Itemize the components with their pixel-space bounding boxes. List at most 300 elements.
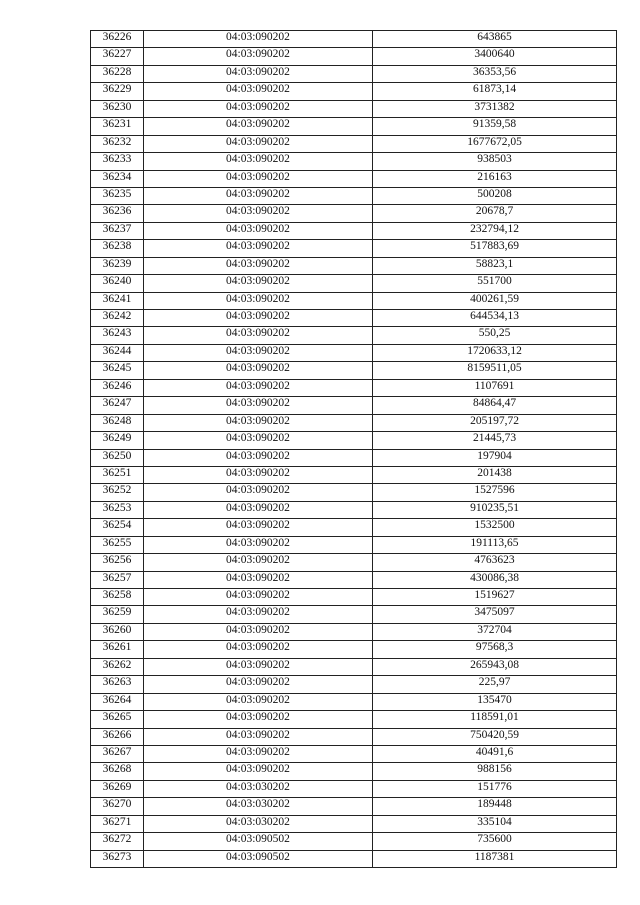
- row-id-text: 36272: [102, 833, 132, 846]
- row-amount-text: 500208: [477, 187, 512, 200]
- table-row: [91, 344, 617, 361]
- row-amount-text: 400261,59: [470, 292, 519, 305]
- row-code-text: 04:03:090202: [226, 623, 290, 636]
- row-amount-cell: [373, 327, 617, 344]
- row-id-text: 36238: [102, 240, 132, 253]
- row-code-text: 04:03:090202: [226, 658, 290, 671]
- table-row: [91, 728, 617, 745]
- table-row: [91, 222, 617, 239]
- row-amount-cell: [373, 745, 617, 762]
- row-id-cell: [91, 833, 144, 850]
- row-id-text: 36264: [102, 693, 132, 706]
- row-amount-cell: [373, 728, 617, 745]
- row-amount-text: 21445,73: [472, 432, 517, 445]
- row-id-text: 36242: [102, 310, 132, 322]
- table-row: [91, 83, 617, 100]
- row-id-cell: [91, 728, 144, 745]
- row-amount-text: 225,97: [478, 676, 511, 689]
- row-id-text: 36262: [102, 658, 132, 671]
- row-id-cell: [91, 65, 144, 82]
- row-code-text: 04:03:090202: [226, 153, 290, 166]
- row-amount-text: 1527596: [474, 484, 515, 497]
- row-amount-text: 551700: [477, 275, 512, 288]
- row-id-text: 36237: [102, 222, 132, 235]
- row-code-cell: [144, 501, 373, 518]
- table-row: [91, 554, 617, 571]
- row-amount-text: 1107691: [474, 379, 515, 392]
- row-code-cell: [144, 362, 373, 379]
- row-code-cell: [144, 536, 373, 553]
- row-id-cell: [91, 519, 144, 536]
- row-code-text: 04:03:090202: [226, 362, 290, 375]
- row-code-cell: [144, 397, 373, 414]
- row-id-cell: [91, 466, 144, 483]
- row-id-cell: [91, 257, 144, 274]
- row-amount-cell: [373, 554, 617, 571]
- row-amount-cell: [373, 31, 617, 48]
- row-id-cell: [91, 414, 144, 431]
- table-row: [91, 362, 617, 379]
- row-code-text: 04:03:090202: [226, 48, 290, 61]
- row-id-cell: [91, 606, 144, 623]
- row-id-cell: [91, 187, 144, 204]
- row-amount-cell: [373, 379, 617, 396]
- row-id-cell: [91, 711, 144, 728]
- table-row: [91, 257, 617, 274]
- row-id-text: 36252: [102, 484, 132, 497]
- row-amount-text: 91359,58: [472, 118, 517, 131]
- row-amount-text: 938503: [477, 153, 512, 166]
- table-row: [91, 833, 617, 850]
- row-code-cell: [144, 48, 373, 65]
- row-amount-cell: [373, 310, 617, 327]
- row-amount-text: 430086,38: [470, 571, 519, 584]
- row-code-cell: [144, 658, 373, 675]
- row-code-cell: [144, 711, 373, 728]
- row-code-cell: [144, 641, 373, 658]
- row-id-text: 36244: [102, 344, 132, 357]
- row-id-cell: [91, 780, 144, 797]
- row-code-cell: [144, 484, 373, 501]
- row-code-text: 04:03:090202: [226, 135, 290, 148]
- table-row: [91, 153, 617, 170]
- row-code-text: 04:03:090202: [226, 763, 290, 776]
- row-id-cell: [91, 240, 144, 257]
- row-amount-cell: [373, 414, 617, 431]
- row-id-cell: [91, 676, 144, 693]
- row-id-text: 36266: [102, 728, 132, 741]
- row-id-cell: [91, 658, 144, 675]
- row-code-text: 04:03:090202: [226, 466, 290, 479]
- row-id-text: 36236: [102, 205, 132, 218]
- row-amount-cell: [373, 65, 617, 82]
- row-code-cell: [144, 135, 373, 152]
- row-id-cell: [91, 310, 144, 327]
- row-amount-text: 644534,13: [470, 310, 519, 322]
- row-code-cell: [144, 187, 373, 204]
- row-code-cell: [144, 379, 373, 396]
- row-code-text: 04:03:090202: [226, 31, 290, 43]
- row-id-text: 36241: [102, 292, 132, 305]
- row-code-text: 04:03:090202: [226, 205, 290, 218]
- row-id-cell: [91, 850, 144, 867]
- row-amount-text: 517883,69: [470, 240, 519, 253]
- row-amount-text: 4763623: [474, 554, 515, 567]
- row-code-text: 04:03:090202: [226, 65, 290, 78]
- row-id-cell: [91, 153, 144, 170]
- row-code-text: 04:03:090202: [226, 327, 290, 340]
- row-code-cell: [144, 745, 373, 762]
- row-code-cell: [144, 815, 373, 832]
- row-code-cell: [144, 205, 373, 222]
- row-id-text: 36245: [102, 362, 132, 375]
- row-id-text: 36265: [102, 711, 132, 724]
- row-code-cell: [144, 414, 373, 431]
- table-row: [91, 589, 617, 606]
- row-id-cell: [91, 48, 144, 65]
- row-id-cell: [91, 554, 144, 571]
- row-code-cell: [144, 31, 373, 48]
- table-row: [91, 100, 617, 117]
- row-code-cell: [144, 850, 373, 867]
- row-amount-text: 1519627: [474, 589, 515, 601]
- row-amount-cell: [373, 780, 617, 797]
- row-id-cell: [91, 536, 144, 553]
- row-code-text: 04:03:090202: [226, 344, 290, 357]
- table-row: [91, 815, 617, 832]
- row-id-text: 36260: [102, 623, 132, 636]
- table-row: [91, 31, 617, 48]
- row-id-text: 36257: [102, 571, 132, 584]
- table-row: [91, 484, 617, 501]
- row-id-text: 36261: [102, 641, 132, 654]
- row-amount-cell: [373, 432, 617, 449]
- row-code-text: 04:03:090202: [226, 187, 290, 200]
- row-code-cell: [144, 153, 373, 170]
- row-id-cell: [91, 589, 144, 606]
- row-amount-text: 151776: [477, 780, 512, 793]
- row-amount-text: 205197,72: [470, 414, 519, 427]
- row-code-cell: [144, 519, 373, 536]
- row-amount-cell: [373, 798, 617, 815]
- row-amount-cell: [373, 118, 617, 135]
- row-code-text: 04:03:090202: [226, 745, 290, 758]
- row-id-text: 36229: [102, 83, 132, 96]
- row-code-text: 04:03:090202: [226, 379, 290, 392]
- row-id-text: 36228: [102, 65, 132, 78]
- row-code-cell: [144, 763, 373, 780]
- table-row: [91, 118, 617, 135]
- table-row: [91, 432, 617, 449]
- row-code-cell: [144, 292, 373, 309]
- row-code-text: 04:03:090202: [226, 83, 290, 96]
- row-id-text: 36253: [102, 501, 132, 514]
- row-id-text: 36246: [102, 379, 132, 392]
- table-row: [91, 275, 617, 292]
- row-amount-text: 84864,47: [472, 397, 517, 410]
- row-code-text: 04:03:090202: [226, 414, 290, 427]
- row-code-cell: [144, 275, 373, 292]
- row-code-cell: [144, 780, 373, 797]
- row-amount-text: 20678,7: [475, 205, 514, 218]
- row-code-text: 04:03:090202: [226, 519, 290, 532]
- row-code-cell: [144, 676, 373, 693]
- row-code-cell: [144, 327, 373, 344]
- row-code-text: 04:03:030202: [226, 798, 290, 811]
- row-code-text: 04:03:090202: [226, 501, 290, 514]
- row-id-text: 36233: [102, 153, 132, 166]
- table-row: [91, 449, 617, 466]
- row-code-text: 04:03:090202: [226, 589, 290, 601]
- row-id-cell: [91, 815, 144, 832]
- row-amount-text: 335104: [477, 815, 512, 828]
- table-row: [91, 658, 617, 675]
- row-id-text: 36243: [102, 327, 132, 340]
- table-row: [91, 240, 617, 257]
- row-id-text: 36254: [102, 519, 132, 532]
- row-amount-text: 988156: [477, 763, 512, 776]
- row-amount-text: 97568,3: [475, 641, 514, 654]
- row-id-cell: [91, 571, 144, 588]
- row-amount-text: 201438: [477, 466, 512, 479]
- row-id-text: 36235: [102, 187, 132, 200]
- table-row: [91, 187, 617, 204]
- row-id-text: 36226: [102, 31, 132, 43]
- row-id-cell: [91, 379, 144, 396]
- row-code-cell: [144, 344, 373, 361]
- row-amount-cell: [373, 205, 617, 222]
- row-id-text: 36249: [102, 432, 132, 445]
- row-code-text: 04:03:090502: [226, 850, 290, 863]
- table-row: [91, 693, 617, 710]
- row-code-text: 04:03:090202: [226, 711, 290, 724]
- row-amount-text: 61873,14: [472, 83, 517, 96]
- row-code-cell: [144, 554, 373, 571]
- row-amount-cell: [373, 711, 617, 728]
- row-id-text: 36247: [102, 397, 132, 410]
- table-row: [91, 397, 617, 414]
- row-amount-cell: [373, 222, 617, 239]
- row-amount-text: 3475097: [474, 606, 515, 619]
- table-row: [91, 606, 617, 623]
- row-id-cell: [91, 432, 144, 449]
- row-amount-text: 750420,59: [470, 728, 519, 741]
- table-row: [91, 65, 617, 82]
- row-id-cell: [91, 327, 144, 344]
- row-code-cell: [144, 623, 373, 640]
- row-id-text: 36232: [102, 135, 132, 148]
- row-amount-cell: [373, 484, 617, 501]
- row-code-text: 04:03:090202: [226, 170, 290, 183]
- row-amount-cell: [373, 153, 617, 170]
- table-body: [91, 31, 617, 868]
- row-id-text: 36239: [102, 257, 132, 270]
- row-code-cell: [144, 798, 373, 815]
- row-id-cell: [91, 693, 144, 710]
- row-code-cell: [144, 222, 373, 239]
- row-code-cell: [144, 100, 373, 117]
- row-amount-cell: [373, 850, 617, 867]
- row-amount-cell: [373, 275, 617, 292]
- row-code-text: 04:03:090202: [226, 536, 290, 549]
- row-id-cell: [91, 484, 144, 501]
- row-id-text: 36267: [102, 745, 132, 758]
- table-row: [91, 292, 617, 309]
- row-code-text: 04:03:090202: [226, 292, 290, 305]
- row-id-text: 36248: [102, 414, 132, 427]
- row-id-cell: [91, 641, 144, 658]
- row-code-text: 04:03:090202: [226, 728, 290, 741]
- table-row: [91, 641, 617, 658]
- row-id-text: 36259: [102, 606, 132, 619]
- row-amount-text: 1187381: [474, 850, 515, 863]
- row-code-text: 04:03:090202: [226, 432, 290, 445]
- row-code-text: 04:03:090202: [226, 571, 290, 584]
- row-amount-text: 1532500: [474, 519, 515, 532]
- row-id-text: 36273: [102, 850, 132, 863]
- row-id-cell: [91, 623, 144, 640]
- row-code-text: 04:03:090202: [226, 222, 290, 235]
- row-code-text: 04:03:090202: [226, 641, 290, 654]
- row-code-text: 04:03:090202: [226, 310, 290, 322]
- row-amount-text: 216163: [477, 170, 512, 183]
- table-row: [91, 205, 617, 222]
- table-row: [91, 310, 617, 327]
- row-id-cell: [91, 344, 144, 361]
- row-code-text: 04:03:090202: [226, 118, 290, 131]
- row-id-cell: [91, 222, 144, 239]
- row-id-cell: [91, 83, 144, 100]
- row-code-cell: [144, 310, 373, 327]
- row-id-cell: [91, 798, 144, 815]
- row-id-cell: [91, 275, 144, 292]
- row-id-text: 36256: [102, 554, 132, 567]
- row-id-text: 36255: [102, 536, 132, 549]
- row-code-cell: [144, 606, 373, 623]
- row-amount-text: 372704: [477, 623, 512, 636]
- row-amount-text: 1720633,12: [467, 344, 522, 357]
- row-amount-text: 36353,56: [472, 65, 517, 78]
- row-code-cell: [144, 571, 373, 588]
- row-code-cell: [144, 118, 373, 135]
- row-code-text: 04:03:090202: [226, 257, 290, 270]
- row-id-cell: [91, 31, 144, 48]
- row-amount-cell: [373, 623, 617, 640]
- table-row: [91, 711, 617, 728]
- row-id-cell: [91, 449, 144, 466]
- data-table: [90, 30, 617, 868]
- row-id-cell: [91, 135, 144, 152]
- row-code-cell: [144, 449, 373, 466]
- table-row: [91, 170, 617, 187]
- row-code-cell: [144, 693, 373, 710]
- row-amount-cell: [373, 606, 617, 623]
- row-code-text: 04:03:090202: [226, 100, 290, 113]
- row-id-cell: [91, 362, 144, 379]
- row-id-text: 36258: [102, 589, 132, 601]
- row-code-text: 04:03:030202: [226, 780, 290, 793]
- row-id-text: 36231: [102, 118, 132, 131]
- table-row: [91, 414, 617, 431]
- row-amount-text: 643865: [477, 31, 512, 43]
- row-amount-cell: [373, 257, 617, 274]
- row-code-cell: [144, 83, 373, 100]
- row-amount-cell: [373, 466, 617, 483]
- row-id-text: 36250: [102, 449, 132, 462]
- row-code-text: 04:03:030202: [226, 815, 290, 828]
- row-code-cell: [144, 728, 373, 745]
- row-amount-cell: [373, 362, 617, 379]
- row-code-cell: [144, 466, 373, 483]
- table-row: [91, 48, 617, 65]
- row-code-text: 04:03:090202: [226, 606, 290, 619]
- row-amount-cell: [373, 170, 617, 187]
- table-row: [91, 798, 617, 815]
- row-id-text: 36227: [102, 48, 132, 61]
- table-row: [91, 571, 617, 588]
- table-row: [91, 745, 617, 762]
- table-row: [91, 623, 617, 640]
- row-code-text: 04:03:090202: [226, 554, 290, 567]
- row-amount-cell: [373, 676, 617, 693]
- row-amount-cell: [373, 187, 617, 204]
- table-row: [91, 466, 617, 483]
- row-id-text: 36263: [102, 676, 132, 689]
- table-row: [91, 379, 617, 396]
- row-code-cell: [144, 589, 373, 606]
- table-row: [91, 327, 617, 344]
- table-row: [91, 763, 617, 780]
- row-id-cell: [91, 100, 144, 117]
- row-amount-cell: [373, 763, 617, 780]
- row-amount-cell: [373, 48, 617, 65]
- row-id-cell: [91, 170, 144, 187]
- row-amount-text: 910235,51: [470, 501, 519, 514]
- row-amount-text: 189448: [477, 798, 512, 811]
- row-amount-cell: [373, 571, 617, 588]
- row-amount-text: 40491,6: [475, 745, 514, 758]
- row-amount-cell: [373, 397, 617, 414]
- row-amount-text: 197904: [477, 449, 512, 462]
- row-id-cell: [91, 745, 144, 762]
- table-row: [91, 519, 617, 536]
- row-id-cell: [91, 397, 144, 414]
- row-id-text: 36268: [102, 763, 132, 776]
- row-amount-cell: [373, 833, 617, 850]
- row-code-text: 04:03:090202: [226, 484, 290, 497]
- row-amount-cell: [373, 449, 617, 466]
- row-amount-text: 3731382: [474, 100, 515, 113]
- row-id-cell: [91, 501, 144, 518]
- row-amount-cell: [373, 292, 617, 309]
- row-amount-cell: [373, 536, 617, 553]
- table-row: [91, 676, 617, 693]
- row-code-text: 04:03:090202: [226, 449, 290, 462]
- row-amount-cell: [373, 693, 617, 710]
- row-amount-cell: [373, 658, 617, 675]
- row-code-cell: [144, 240, 373, 257]
- row-amount-text: 58823,1: [475, 257, 514, 270]
- row-id-text: 36271: [102, 815, 132, 828]
- row-amount-text: 550,25: [478, 327, 511, 340]
- row-code-cell: [144, 432, 373, 449]
- row-amount-text: 8159511,05: [467, 362, 522, 375]
- row-code-text: 04:03:090502: [226, 833, 290, 846]
- row-code-text: 04:03:090202: [226, 240, 290, 253]
- row-amount-cell: [373, 240, 617, 257]
- row-id-text: 36230: [102, 100, 132, 113]
- row-amount-text: 118591,01: [470, 711, 519, 724]
